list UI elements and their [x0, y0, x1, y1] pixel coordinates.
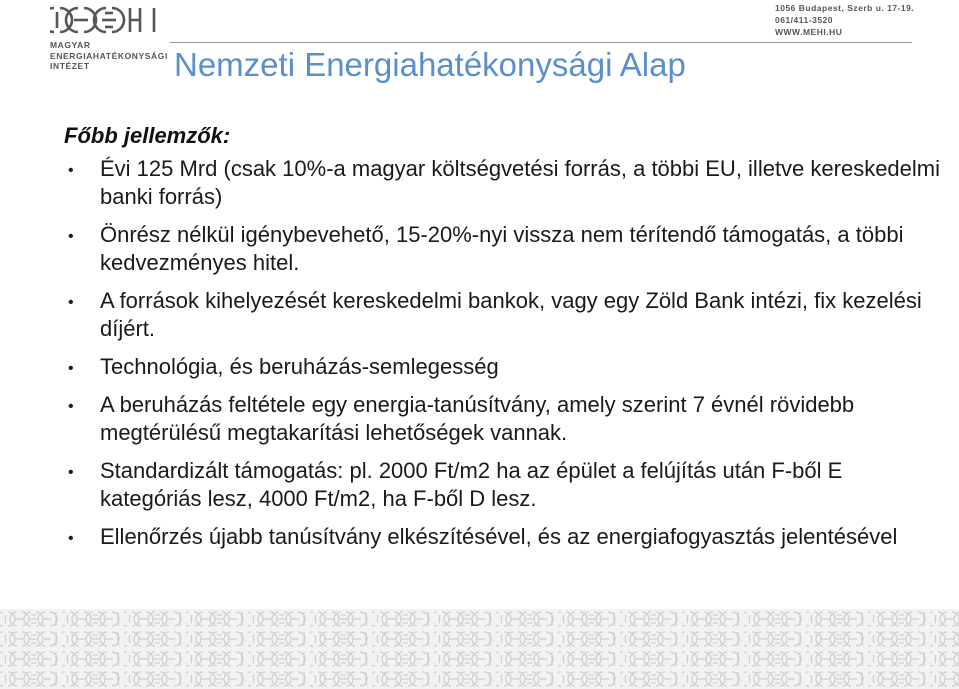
- bullet-text: A beruházás feltétele egy energia-tanúsítvány, amely szerint 7 évnél rövidebb megtérülésű megtakarítási lehetőségek vannak.: [100, 392, 855, 445]
- bullet-item: [60, 457, 940, 513]
- bullet-item: [60, 523, 940, 551]
- bullet-dot-icon: •: [68, 360, 74, 377]
- logo-line: INTÉZET: [50, 61, 90, 71]
- bullet-item: [60, 391, 940, 447]
- footer-pattern-graphic: [0, 609, 959, 689]
- bullet-text: Évi 125 Mrd (csak 10%-a magyar költségvetési forrás, a többi EU, illetve kereskedelmi banki forrás): [100, 156, 941, 209]
- footer-pattern: [0, 609, 959, 689]
- bullet-list: [60, 155, 940, 561]
- bullet-item: [60, 353, 940, 381]
- bullet-item: [60, 287, 940, 343]
- logo-line: MAGYAR: [50, 40, 91, 50]
- bullet-item: [60, 155, 940, 211]
- contact-block: [775, 2, 914, 38]
- bullet-text: Standardizált támogatás: pl. 2000 Ft/m2 ha az épület a felújítás után F-ből E kategóriás lesz, 4000 Ft/m2, ha F-ből D lesz.: [100, 458, 843, 511]
- slide-subtitle: Főbb jellemzők:: [64, 123, 231, 148]
- bullet-text: A források kihelyezését kereskedelmi bankok, vagy egy Zöld Bank intézi, fix kezelési díjért.: [100, 288, 922, 341]
- contact-address: 1056 Budapest, Szerb u. 17-19.: [775, 3, 915, 13]
- bullet-text: Önrész nélkül igénybevehető, 15-20%-nyi vissza nem térítendő támogatás, a többi kedvezményes hitel.: [100, 222, 904, 275]
- bullet-text: Ellenőrzés újabb tanúsítvány elkészítésével, és az energiafogyasztás jelentésével: [100, 524, 898, 549]
- contact-web: WWW.MEHI.HU: [775, 27, 843, 37]
- bullet-dot-icon: •: [68, 162, 74, 179]
- slide-title: Nemzeti Energiahatékonysági Alap: [174, 46, 686, 83]
- bullet-dot-icon: •: [68, 228, 74, 245]
- logo-line: ENERGIAHATÉKONYSÁGI: [50, 50, 168, 61]
- bullet-text: Technológia, és beruházás-semlegesség: [100, 354, 499, 379]
- header-divider: [170, 42, 912, 43]
- bullet-dot-icon: •: [68, 464, 74, 481]
- mehi-logomark-graphic: [50, 3, 162, 37]
- logo-institute-name: [50, 40, 170, 72]
- bullet-dot-icon: •: [68, 530, 74, 547]
- mehi-logo: [50, 2, 170, 72]
- contact-phone: 061/411-3520: [775, 15, 833, 25]
- bullet-item: [60, 221, 940, 277]
- mehi-logo-mark: [50, 2, 170, 38]
- bullet-dot-icon: •: [68, 398, 74, 415]
- bullet-dot-icon: •: [68, 294, 74, 311]
